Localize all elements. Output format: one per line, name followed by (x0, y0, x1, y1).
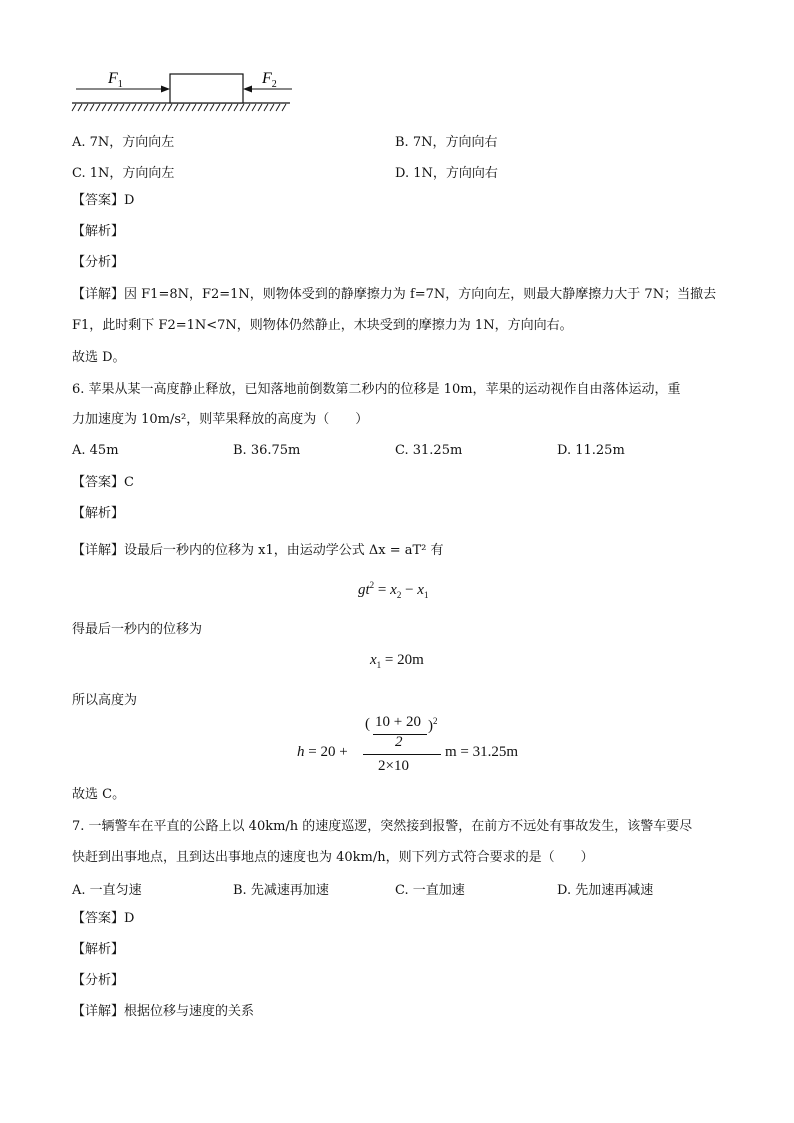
q5-option-d: D. 1N，方向向右 (395, 166, 498, 181)
q7-answer: 【答案】D (72, 911, 135, 926)
f1-label: $F_1$ (108, 70, 123, 90)
q6-option-c: C. 31.25m (395, 443, 463, 458)
q6-stem-line1: 6. 苹果从某一高度静止释放，已知落地前倒数第二秒内的位移是 10m，苹果的运动视作自由落体运动，重 (72, 382, 681, 397)
q7-option-c: C. 一直加速 (395, 883, 465, 898)
q7-stem-line1: 7. 一辆警车在平直的公路上以 40km/h 的速度巡逻，突然接到报警，在前方不远处有事故发生，该警车要尽 (72, 819, 693, 834)
q6-answer: 【答案】C (72, 475, 134, 490)
q7-option-a: A. 一直匀速 (72, 883, 142, 898)
q5-option-c: C. 1N，方向向左 (72, 166, 175, 181)
q7-option-b: B. 先减速再加速 (233, 883, 329, 898)
q6-option-b: B. 36.75m (233, 443, 301, 458)
q5-option-b: B. 7N，方向向右 (395, 135, 498, 150)
q7-fenxi-tag: 【分析】 (72, 973, 125, 988)
q7-stem-line2: 快赶到出事地点，且到达出事地点的速度也为 40km/h，则下列方式符合要求的是（ ） (72, 850, 594, 865)
equation-1: $gt^2 = x_2 - x_1$ (358, 580, 429, 600)
q5-fenxi-tag: 【分析】 (72, 255, 125, 270)
q6-conclusion: 故选 C。 (72, 787, 126, 802)
q6-stem-line2: 力加速度为 10m/s²，则苹果释放的高度为（ ） (72, 412, 369, 427)
q6-detail-line: 【详解】设最后一秒内的位移为 x1，由运动学公式 Δx = aT² 有 (72, 543, 444, 558)
q5-answer: 【答案】D (72, 193, 135, 208)
f2-label: $F_2$ (262, 70, 277, 90)
q6-text-3: 所以高度为 (72, 693, 138, 708)
q6-analysis-tag: 【解析】 (72, 506, 125, 521)
force-diagram (70, 62, 300, 112)
equation-3: h = 20 + ( 10 + 20 2 )$^2$ 2×10 m = 31.25m (297, 714, 519, 774)
q5-conclusion: 故选 D。 (72, 350, 126, 365)
q5-option-a: A. 7N，方向向左 (72, 135, 175, 150)
q7-analysis-tag: 【解析】 (72, 942, 125, 957)
q5-detail-line2: F1，此时剩下 F2=1N<7N，则物体仍然静止，木块受到的摩擦力为 1N，方向向右。 (72, 318, 573, 333)
block (170, 74, 243, 103)
equation-2: $x_1 = 20m$ (370, 652, 424, 670)
q6-option-a: A. 45m (72, 443, 119, 458)
q6-text-2: 得最后一秒内的位移为 (72, 622, 203, 637)
q7-option-d: D. 先加速再减速 (557, 883, 654, 898)
q5-detail-line1: 【详解】因 F1=8N，F2=1N，则物体受到的静摩擦力为 f=7N，方向向左，则最大静摩擦力大于 7N；当撤去 (72, 287, 717, 302)
q7-detail: 【详解】根据位移与速度的关系 (72, 1004, 255, 1019)
q6-option-d: D. 11.25m (557, 443, 625, 458)
q5-analysis-tag: 【解析】 (72, 224, 125, 239)
